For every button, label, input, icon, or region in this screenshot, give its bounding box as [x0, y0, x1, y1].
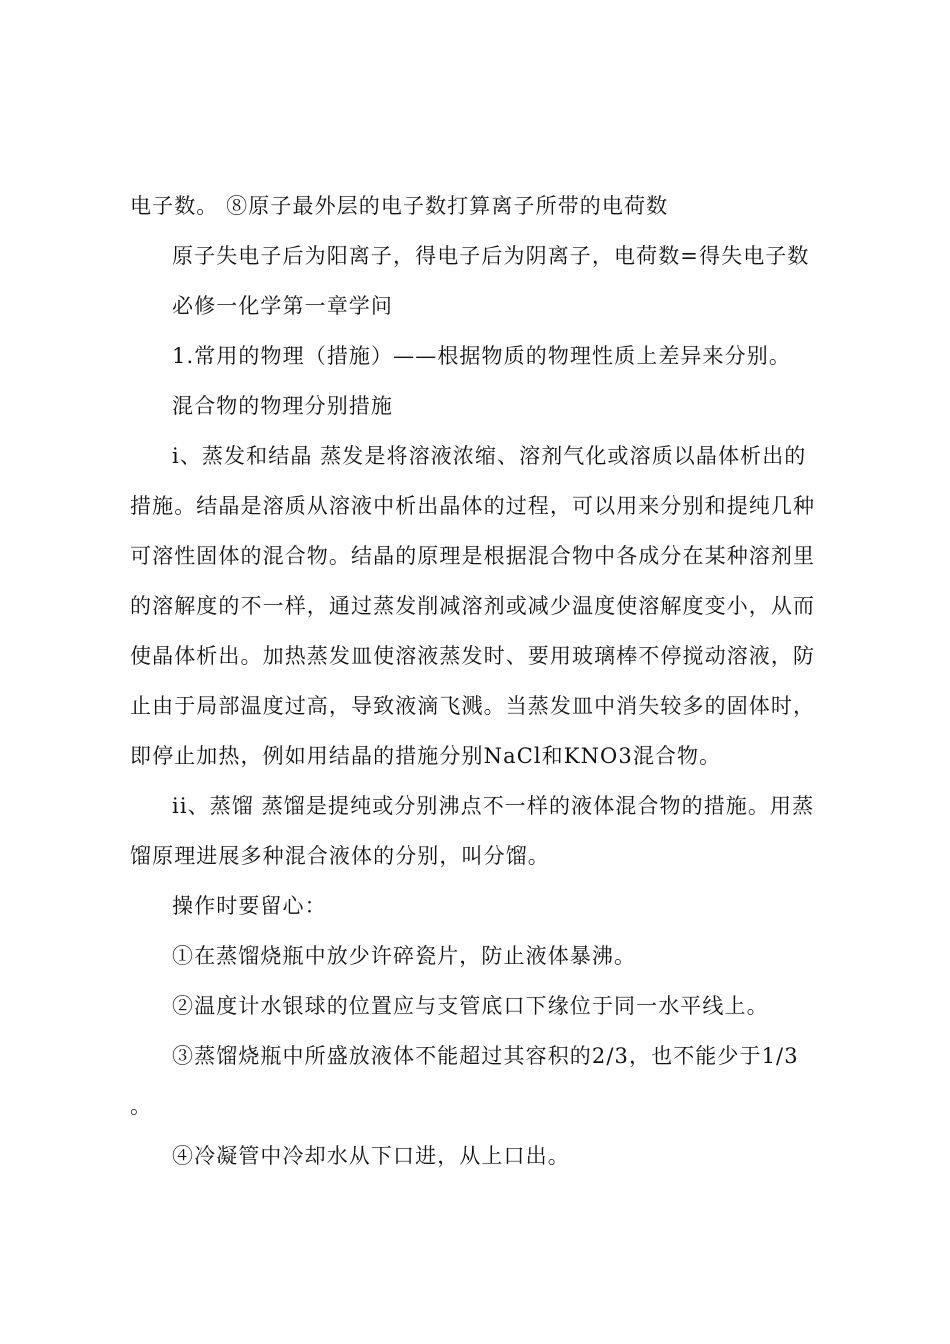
paragraph-evaporation-line-5: 使晶体析出。加热蒸发皿使溶液蒸发时、要用玻璃棒不停搅动溶液，防	[130, 644, 816, 668]
paragraph-distillation-line-1: ii、蒸馏 蒸馏是提纯或分别沸点不一样的液体混合物的措施。用蒸	[172, 794, 815, 818]
text-line-2: 原子失电子后为阳离子，得电子后为阴离子，电荷数=得失电子数	[172, 244, 810, 268]
text-line-4: 1.常用的物理（措施）——根据物质的物理性质上差异来分别。	[172, 344, 791, 368]
section-heading: 必修一化学第一章学问	[172, 294, 393, 318]
note-item-1: ①在蒸馏烧瓶中放少许碎瓷片，防止液体暴沸。	[172, 944, 637, 968]
paragraph-evaporation-line-2: 措施。结晶是溶质从溶液中析出晶体的过程，可以用来分别和提纯几种	[130, 494, 816, 518]
paragraph-evaporation-line-4: 的溶解度的不一样，通过蒸发削减溶剂或减少温度使溶解度变小，从而	[130, 594, 816, 618]
text-line-1: 电子数。 ⑧原子最外层的电子数打算离子所带的电荷数	[130, 194, 669, 218]
notes-heading: 操作时要留心：	[172, 894, 327, 918]
paragraph-evaporation-line-7: 即停止加热，例如用结晶的措施分别NaCl和KNO3混合物。	[130, 744, 722, 768]
paragraph-evaporation-line-1: i、蒸发和结晶 蒸发是将溶液浓缩、溶剂气化或溶质以晶体析出的	[172, 444, 807, 468]
paragraph-evaporation-line-3: 可溶性固体的混合物。结晶的原理是根据混合物中各成分在某种溶剂里	[130, 544, 816, 568]
note-item-2: ②温度计水银球的位置应与支管底口下缘位于同一水平线上。	[172, 994, 769, 1018]
paragraph-distillation-line-2: 馏原理进展多种混合液体的分别，叫分馏。	[130, 844, 550, 868]
subsection-heading: 混合物的物理分别措施	[172, 394, 393, 418]
note-item-4: ④冷凝管中冷却水从下口进，从上口出。	[172, 1144, 570, 1168]
paragraph-evaporation-line-6: 止由于局部温度过高，导致液滴飞溅。当蒸发皿中消失较多的固体时，	[130, 694, 816, 718]
note-item-3: ③蒸馏烧瓶中所盛放液体不能超过其容积的2/3，也不能少于1/3	[172, 1044, 799, 1068]
note-item-3-continuation: 。	[130, 1094, 153, 1118]
